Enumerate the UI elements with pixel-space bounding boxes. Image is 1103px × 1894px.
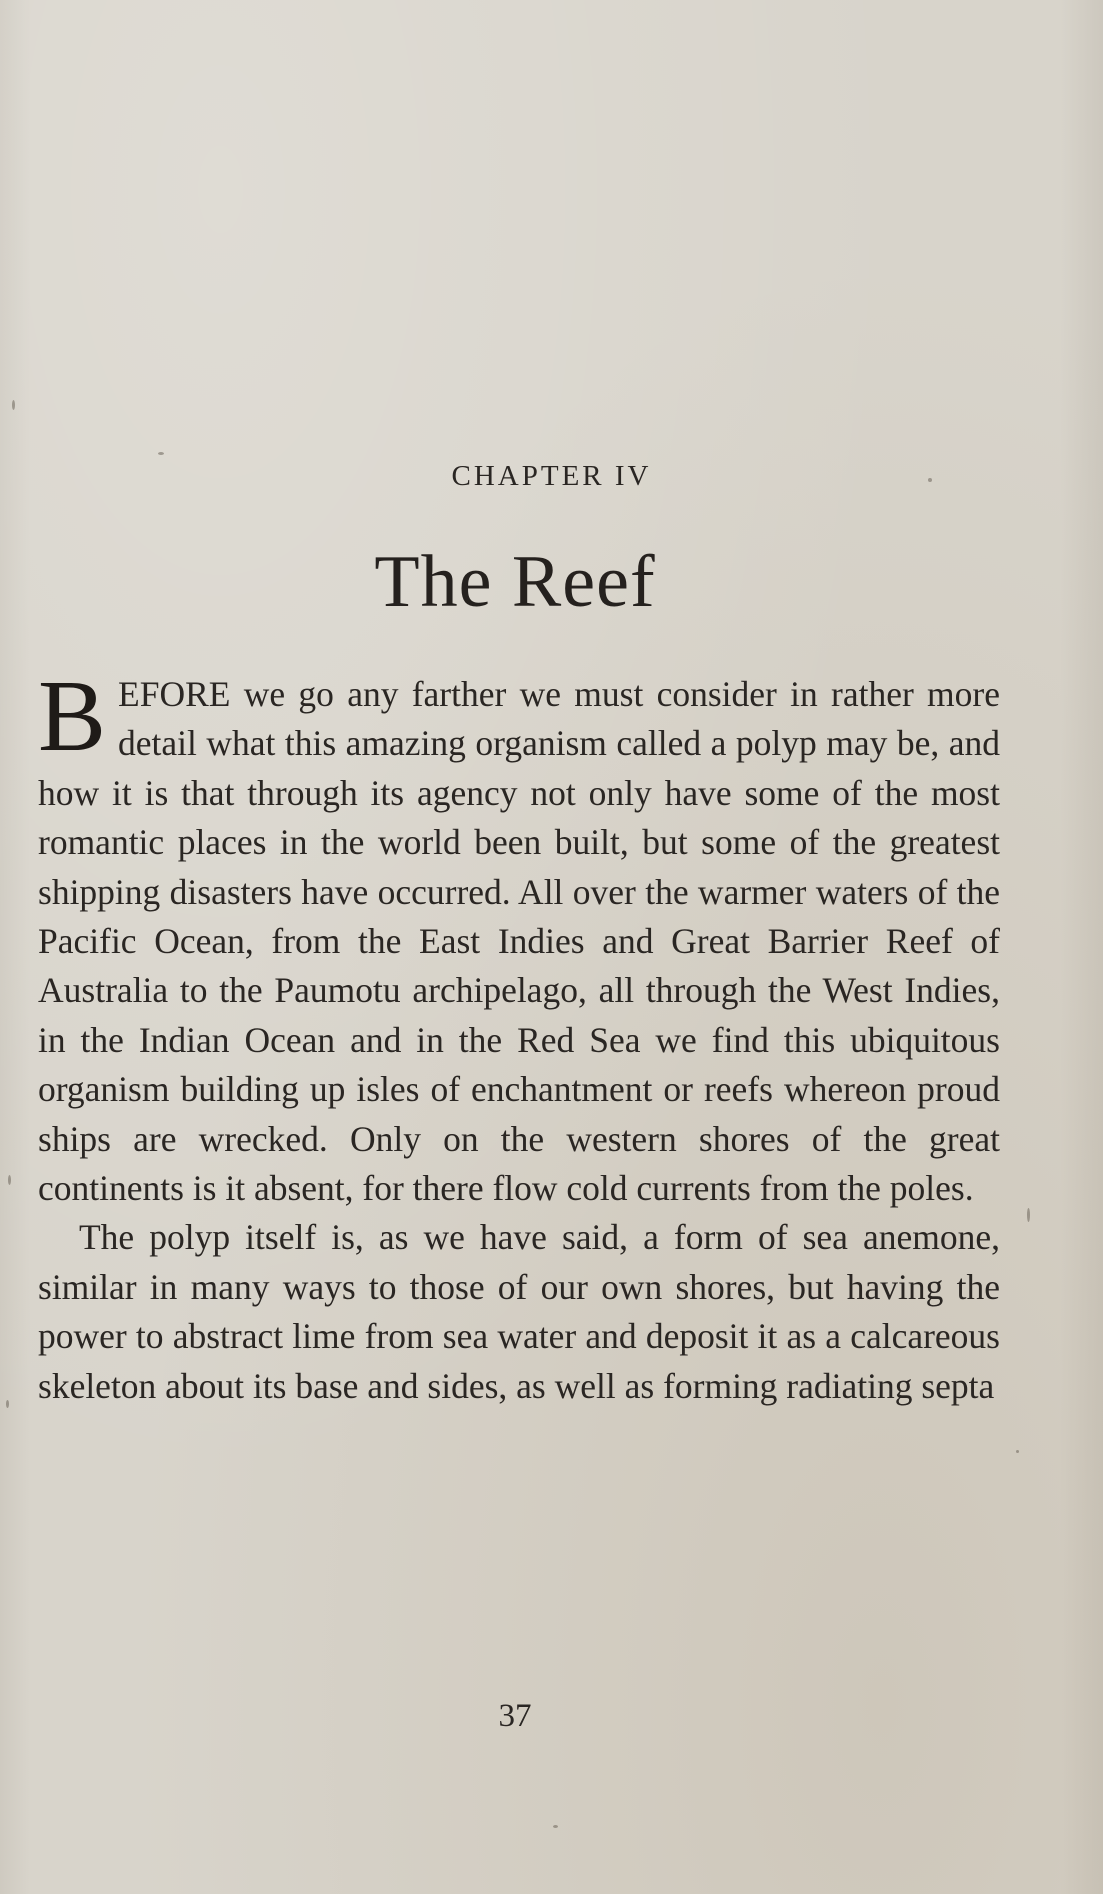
chapter-title: The Reef [374, 541, 656, 623]
paper-speck [553, 1825, 558, 1828]
paper-speck [1027, 1208, 1030, 1222]
paragraph-1-text: EFORE we go any farther we must consider in rather more detail what this amazing organism called a polyp may be, and how it is that through its agency not only have some of the most romantic places in the world been built, but some of the greatest shipping disasters have occurred. All over the warmer waters of the Pacific Ocean, from the East Indies and Great Barrier Reef of Australia to the Paumotu archipelago, all through the West Indies, in the Indian Ocean and in the Red Sea we find this ubiquitous organism building up isles of enchantment or reefs whereon proud ships are wrecked. Only on the western shores of the great continents is it absent, for there flow cold currents from the poles. [38, 674, 1000, 1209]
drop-cap: B [38, 660, 107, 773]
paper-speck [6, 1400, 9, 1408]
paper-speck [12, 400, 15, 410]
page-number: 37 [498, 1698, 532, 1734]
paper-speck [1016, 1450, 1019, 1453]
paper-speck [158, 452, 164, 455]
paragraph-2: The polyp itself is, as we have said, a form of sea anemone, similar in many ways to those of our own shores, but having the power to abstract lime from sea water and deposit it as a calcareous skeleton about its base and sides, as well as forming radiating septa [38, 1217, 1000, 1406]
chapter-label: CHAPTER IV [451, 460, 652, 492]
paragraph-1 [38, 660, 1000, 1213]
paper-speck [928, 478, 932, 482]
paper-speck [8, 1175, 11, 1185]
body-text [38, 660, 1000, 1411]
